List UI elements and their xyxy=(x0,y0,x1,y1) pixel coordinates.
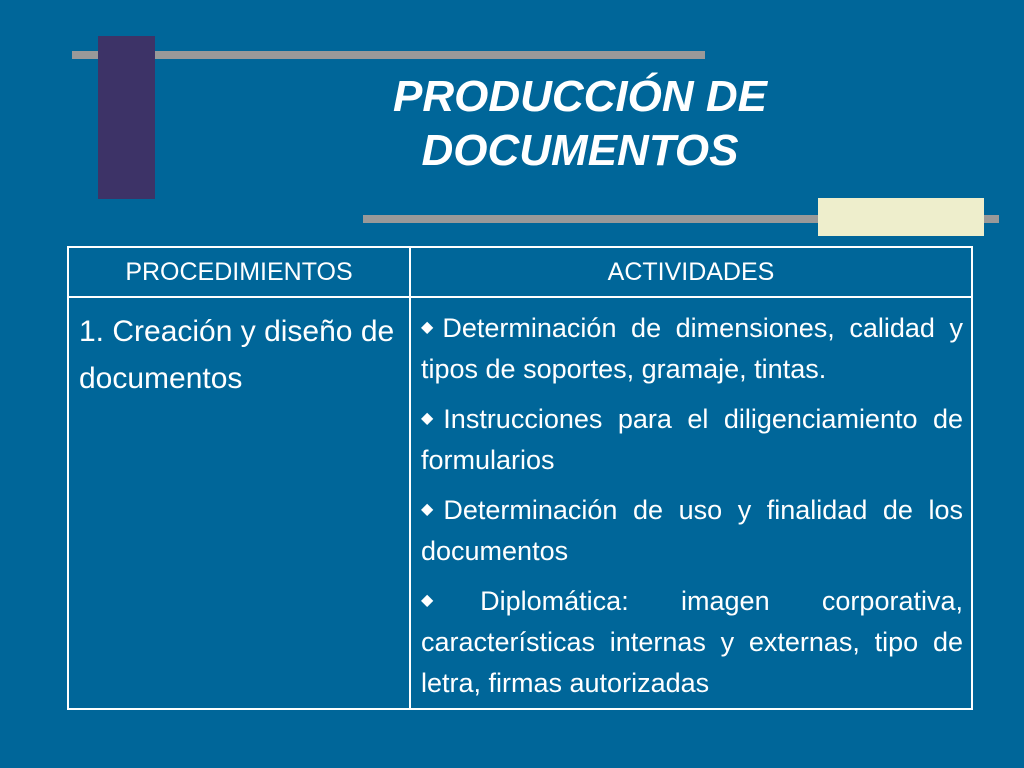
decorative-cream-block xyxy=(818,198,984,236)
activity-text: Instrucciones para el diligenciamiento de formularios xyxy=(421,404,964,475)
procedures-table xyxy=(67,246,973,710)
activities-cell xyxy=(410,297,972,709)
activity-text: Determinación de dimensiones, calidad y tipos de soportes, gramaje, tintas. xyxy=(421,313,963,384)
activity-text: Diplomática: imagen corporativa, características internas y externas, tipo de letra, firmas autorizadas xyxy=(421,586,963,698)
header-actividades: ACTIVIDADES xyxy=(410,247,972,297)
slide-title-line-2: DOCUMENTOS xyxy=(421,126,739,175)
table-row xyxy=(68,297,972,709)
diamond-bullet-icon: ◆ xyxy=(421,592,479,609)
decorative-purple-bar xyxy=(98,36,155,199)
activity-item xyxy=(421,489,963,572)
decorative-line-top xyxy=(72,51,705,59)
activity-item xyxy=(421,307,963,390)
table-header-row xyxy=(68,247,972,297)
header-procedimientos: PROCEDIMIENTOS xyxy=(68,247,410,297)
procedure-cell: 1. Creación y diseño de documentos xyxy=(68,297,410,709)
diamond-bullet-icon: ◆ xyxy=(421,319,441,336)
diamond-bullet-icon: ◆ xyxy=(421,410,442,427)
activity-text: Determinación de uso y finalidad de los documentos xyxy=(421,495,963,566)
slide-title xyxy=(280,70,880,178)
activity-item xyxy=(421,398,963,481)
activity-item xyxy=(421,580,963,704)
slide-title-line-1: PRODUCCIÓN DE xyxy=(392,72,768,121)
diamond-bullet-icon: ◆ xyxy=(421,501,442,518)
